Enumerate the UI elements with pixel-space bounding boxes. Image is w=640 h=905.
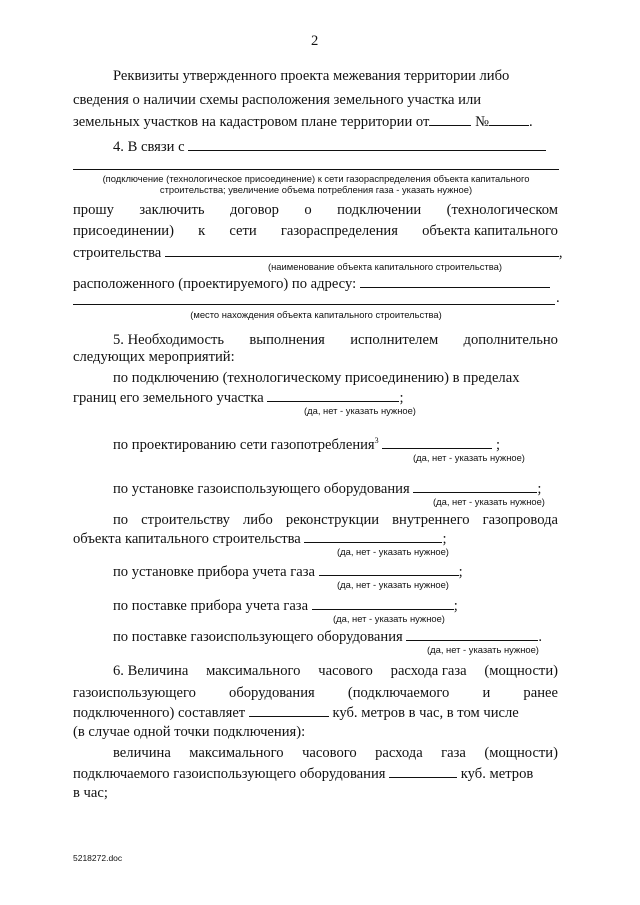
item-construction-line-2: объекта капитального строительства ;	[73, 531, 447, 547]
connected-flow-blank[interactable]	[389, 765, 457, 778]
section-6-line-4: (в случае одной точки подключения):	[73, 724, 306, 740]
item-install-equipment-caption: (да, нет - указать нужное)	[433, 496, 545, 507]
address-dot: .	[556, 290, 560, 306]
item-design-blank[interactable]	[382, 436, 492, 449]
section-6-line-2: газоиспользующего оборудования (подключаемого и ранее	[73, 685, 558, 701]
address-line: расположенного (проектируемого) по адресу:	[73, 275, 550, 293]
item-install-equipment-line: по установке газоиспользующего оборудования ;	[113, 481, 542, 497]
section-4-full-line[interactable]	[73, 169, 559, 170]
item-construction-caption: (да, нет - указать нужное)	[337, 546, 449, 557]
section-4-heading: 4. В связи с	[113, 138, 546, 156]
item-install-meter-line: по установке прибора учета газа ;	[113, 564, 463, 580]
address-blank[interactable]	[360, 275, 550, 288]
section-6-sub-line-1: величина максимального часового расхода газа (мощности)	[113, 745, 558, 761]
item-supply-equipment-caption: (да, нет - указать нужное)	[427, 644, 539, 655]
date-blank[interactable]	[429, 113, 471, 126]
item-construction-blank[interactable]	[304, 530, 442, 543]
item-supply-meter-line: по поставке прибора учета газа ;	[113, 598, 458, 614]
section-6-sub-line-2: подключаемого газоиспользующего оборудования куб. метров	[73, 766, 534, 782]
max-flow-blank[interactable]	[249, 704, 329, 717]
address-full-line[interactable]	[73, 304, 555, 305]
address-caption: (место нахождения объекта капитального строительства)	[190, 309, 442, 320]
item-construction-line-1: по строительству либо реконструкции внутреннего газопровода	[113, 512, 558, 528]
item-connection-line-1: по подключению (технологическому присоединению) в пределах	[113, 370, 520, 386]
section-5-line-2: следующих мероприятий:	[73, 349, 235, 365]
requisites-line-2-text: сведения о наличии схемы расположения земельного участка или	[73, 92, 482, 108]
object-name-caption: (наименование объекта капитального строительства)	[268, 261, 502, 272]
object-name-blank[interactable]	[165, 244, 559, 257]
requisites-line-1: Реквизиты утвержденного проекта межевания территории либо	[113, 68, 510, 84]
item-supply-meter-blank[interactable]	[312, 597, 454, 610]
section-6-line-1: 6. Величина максимального часового расхода газа (мощности)	[113, 663, 558, 679]
request-line-1: прошу заключить договор о подключении (технологическом	[73, 202, 558, 218]
section-4-caption-2: строительства; увеличение объема потребления газа - указать нужное)	[159, 184, 473, 195]
item-connection-blank[interactable]	[267, 389, 399, 402]
section-4-caption-1: (подключение (технологическое присоединение) к сети газораспределения объекта капитального	[102, 173, 530, 184]
in-connection-blank[interactable]	[188, 138, 546, 151]
item-design-caption: (да, нет - указать нужное)	[413, 452, 525, 463]
document-id: 5218272.doc	[73, 853, 123, 863]
item-connection-line-2: границ его земельного участка ;	[73, 390, 404, 406]
number-blank[interactable]	[489, 113, 529, 126]
requisites-line-2	[73, 92, 558, 109]
section-6-sub-line-3: в час;	[73, 785, 108, 801]
section-5-line-1: 5. Необходимость выполнения исполнителем дополнительно	[113, 332, 558, 348]
item-install-meter-blank[interactable]	[319, 563, 459, 576]
item-design-line: по проектированию сети газопотребления$^3$ ;	[113, 436, 501, 453]
item-install-equipment-blank[interactable]	[413, 480, 537, 493]
item-supply-equipment-blank[interactable]	[406, 628, 538, 641]
request-line-2: присоединении) к сети газораспределения объекта капитального	[73, 223, 558, 239]
requisites-line-3: земельных участков на кадастровом плане территории от № .	[73, 114, 533, 130]
request-line-3: строительства ,	[73, 245, 563, 261]
page-number: 2	[311, 33, 319, 49]
item-supply-equipment-line: по поставке газоиспользующего оборудования .	[113, 629, 543, 645]
item-supply-meter-caption: (да, нет - указать нужное)	[333, 613, 445, 624]
section-6-line-3: подключенного) составляет куб. метров в час, в том числе	[73, 705, 519, 721]
item-install-meter-caption: (да, нет - указать нужное)	[337, 579, 449, 590]
item-connection-caption: (да, нет - указать нужное)	[304, 405, 416, 416]
